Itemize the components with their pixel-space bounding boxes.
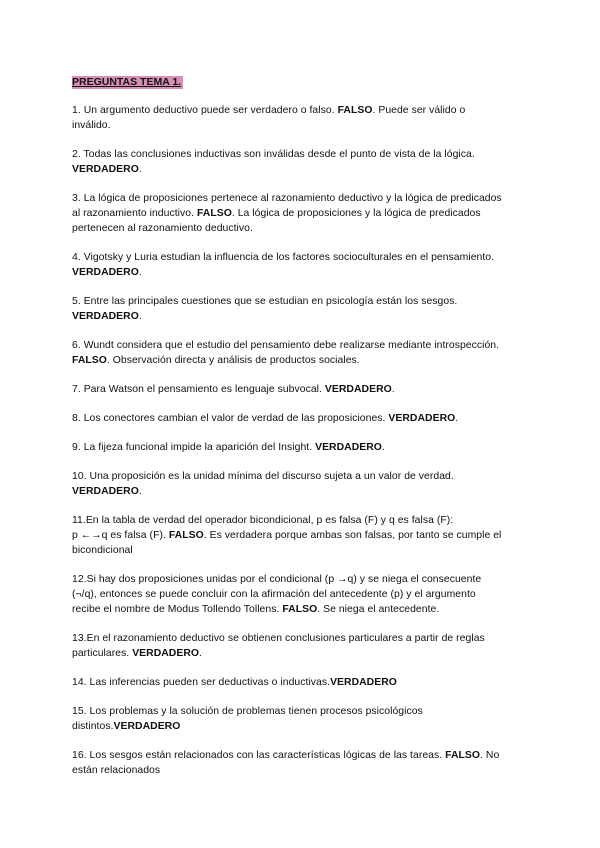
question-text: pertenecen al razonamiento deductivo. xyxy=(72,223,253,234)
question-text: 14. Las inferencias pueden ser deductivas o inductivas. xyxy=(72,677,331,688)
document-title: PREGUNTAS TEMA 1. xyxy=(72,76,182,88)
answer-keyword: FALSO xyxy=(168,530,204,541)
question-text: particulares. xyxy=(72,648,133,659)
question-text: 16. Los sesgos están relacionados con las características lógicas de las tareas. xyxy=(72,750,446,761)
question-text: . xyxy=(138,311,142,322)
question-item xyxy=(72,147,532,177)
question-text: . xyxy=(381,442,385,453)
question-line xyxy=(72,309,532,324)
question-line xyxy=(72,440,532,455)
question-item xyxy=(72,513,532,558)
answer-keyword: VERDADERO xyxy=(388,413,456,424)
question-item xyxy=(72,748,532,778)
question-item xyxy=(72,469,532,499)
question-item xyxy=(72,250,532,280)
question-text: . xyxy=(455,413,459,424)
question-line xyxy=(72,719,532,734)
question-text: distintos. xyxy=(72,721,114,732)
question-line xyxy=(72,382,532,397)
question-item xyxy=(72,382,532,397)
question-text: 12.Si hay dos proposiciones unidas por el condicional (p →q) y se niega el consecuente xyxy=(72,574,482,585)
question-text: 11.En la tabla de verdad del operador bicondicional, p es falsa (F) y q es falsa (F): xyxy=(72,515,454,526)
question-line xyxy=(72,646,532,661)
question-text: . xyxy=(138,164,142,175)
question-text: . Es verdadera porque ambas son falsas, por tanto se cumple el xyxy=(203,530,502,541)
question-line xyxy=(72,191,532,206)
question-text: (¬/q), entonces se puede concluir con la afirmación del antecedente (p) y el argumento xyxy=(72,589,476,600)
answer-keyword: VERDADERO xyxy=(330,677,397,688)
question-line xyxy=(72,587,532,602)
question-line xyxy=(72,748,532,763)
question-text: . xyxy=(138,486,142,497)
question-line xyxy=(72,118,532,133)
answer-keyword: FALSO xyxy=(282,604,318,615)
question-line xyxy=(72,206,532,221)
question-text: 1. Un argumento deductivo puede ser verdadero o falso. xyxy=(72,105,338,116)
question-text: 9. La fijeza funcional impide la aparición del Insight. xyxy=(72,442,316,453)
question-text: . Observación directa y análisis de productos sociales. xyxy=(106,355,360,366)
question-text: 8. Los conectores cambian el valor de verdad de las proposiciones. xyxy=(72,413,389,424)
question-text: están relacionados xyxy=(72,765,161,776)
answer-keyword: VERDADERO xyxy=(72,267,139,278)
question-line xyxy=(72,469,532,484)
question-text: 15. Los problemas y la solución de problemas tienen procesos psicológicos xyxy=(72,706,423,717)
question-text: 4. Vigotsky y Luria estudian la influencia de los factores socioculturales en el pensamiento. xyxy=(72,252,495,263)
answer-keyword: FALSO xyxy=(337,105,373,116)
question-line xyxy=(72,353,532,368)
question-text: 13.En el razonamiento deductivo se obtienen conclusiones particulares a partir de reglas xyxy=(72,633,485,644)
question-line xyxy=(72,265,532,280)
question-text: 7. Para Watson el pensamiento es lenguaje subvocal. xyxy=(72,384,325,395)
question-text: inválido. xyxy=(72,120,111,131)
question-text: . xyxy=(199,648,202,659)
question-item xyxy=(72,191,532,236)
question-text: . Se niega el antecedente. xyxy=(317,604,440,615)
question-text: . No xyxy=(480,750,500,761)
question-line xyxy=(72,250,532,265)
answer-keyword: VERDADERO xyxy=(72,164,139,175)
answer-keyword: VERDADERO xyxy=(132,648,200,659)
question-item xyxy=(72,631,532,661)
question-line xyxy=(72,602,532,617)
question-item xyxy=(72,294,532,324)
question-line xyxy=(72,513,532,528)
question-item xyxy=(72,675,532,690)
question-line xyxy=(72,528,532,543)
question-list xyxy=(72,103,532,778)
question-item xyxy=(72,704,532,734)
answer-keyword: FALSO xyxy=(72,355,107,366)
answer-keyword: VERDADERO xyxy=(315,442,382,453)
question-text: . xyxy=(391,384,395,395)
question-line xyxy=(72,543,532,558)
question-text: recibe el nombre de Modus Tollendo Tollens. xyxy=(72,604,283,615)
question-line xyxy=(72,294,532,309)
question-line xyxy=(72,162,532,177)
answer-keyword: FALSO xyxy=(445,750,481,761)
answer-keyword: VERDADERO xyxy=(324,384,392,395)
question-line xyxy=(72,704,532,719)
answer-keyword: VERDADERO xyxy=(72,486,139,497)
question-line xyxy=(72,221,532,236)
answer-keyword: FALSO xyxy=(196,208,232,219)
question-text: 5. Entre las principales cuestiones que se estudian en psicología están los sesgos. xyxy=(72,296,458,307)
question-text: 10. Una proposición es la unidad mínima del discurso sujeta a un valor de verdad. xyxy=(72,471,454,482)
question-item xyxy=(72,440,532,455)
question-text: p ←→q es falsa (F). xyxy=(72,530,169,541)
question-item xyxy=(72,103,532,133)
question-line xyxy=(72,631,532,646)
question-text: bicondicional xyxy=(72,545,133,556)
question-line xyxy=(72,763,532,778)
question-line xyxy=(72,411,532,426)
question-line xyxy=(72,147,532,162)
answer-keyword: VERDADERO xyxy=(113,721,181,732)
question-text: . La lógica de proposiciones y la lógica de predicados xyxy=(231,208,481,219)
question-text: . xyxy=(138,267,142,278)
question-text: . Puede ser válido o xyxy=(372,105,466,116)
question-text: al razonamiento inductivo. xyxy=(72,208,197,219)
question-line xyxy=(72,675,532,690)
question-item xyxy=(72,411,532,426)
question-line xyxy=(72,572,532,587)
question-item xyxy=(72,572,532,617)
question-line xyxy=(72,103,532,118)
question-line xyxy=(72,338,532,353)
question-text: 2. Todas las conclusiones inductivas son inválidas desde el punto de vista de la lógica. xyxy=(72,149,475,160)
question-item xyxy=(72,338,532,368)
question-line xyxy=(72,484,532,499)
question-text: 6. Wundt considera que el estudio del pensamiento debe realizarse mediante introspección. xyxy=(72,340,500,351)
question-text: 3. La lógica de proposiciones pertenece al razonamiento deductivo y la lógica de predicados xyxy=(72,193,502,204)
answer-keyword: VERDADERO xyxy=(72,311,139,322)
